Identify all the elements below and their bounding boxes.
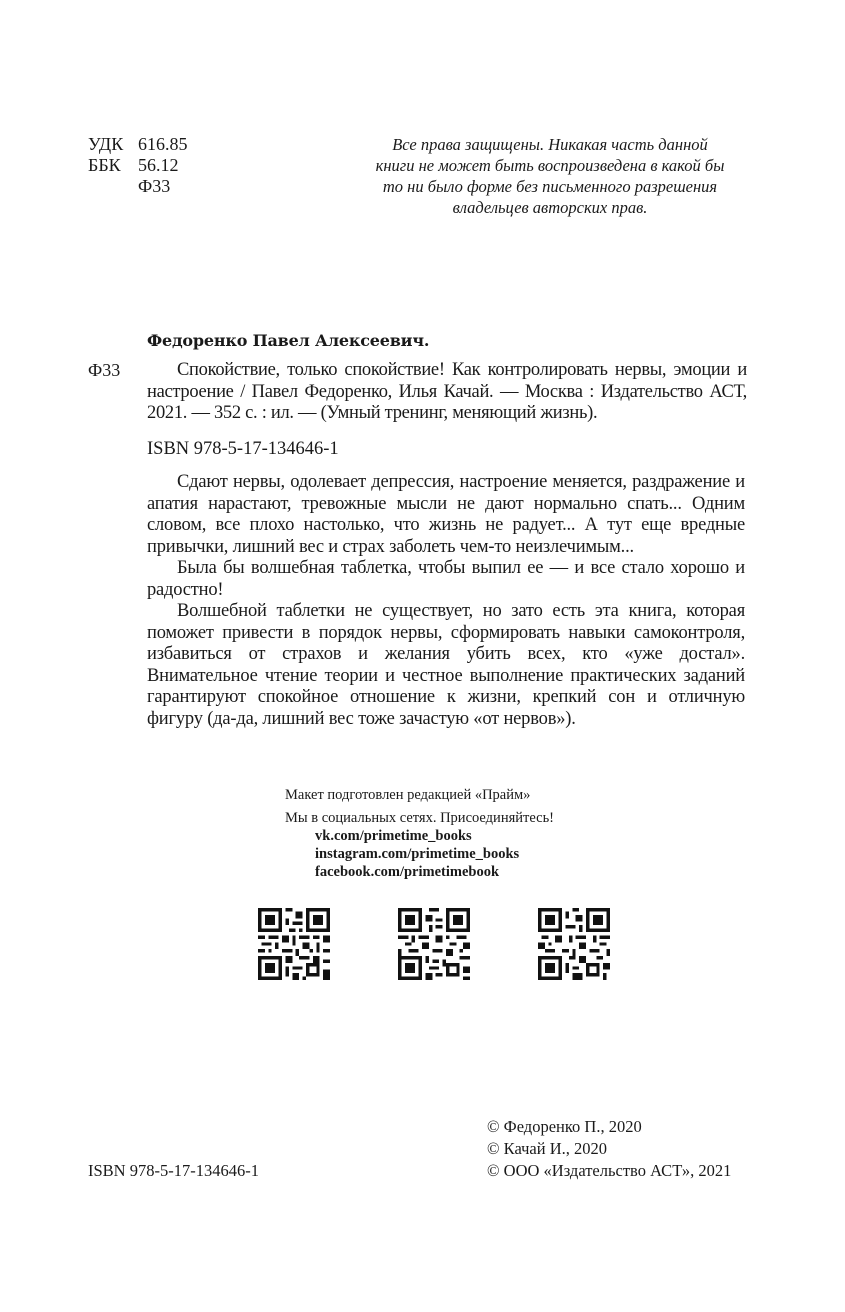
catalog-isbn: ISBN 978-5-17-134646-1 — [147, 439, 339, 459]
rights-notice — [350, 134, 750, 218]
bibliographic-description: Спокойствие, только спокойствие! Как контролировать нервы, эмоции и настроение / Павел Федоренко, Илья Качай. — Москва : Издательство АСТ, 2021. — 352 с. : ил. — (Умный тренинг, меняющий жизнь). — [147, 360, 747, 423]
udk-row — [88, 134, 188, 155]
qr-code-icon — [398, 908, 470, 980]
copyright-block — [487, 1116, 731, 1182]
annotation-paragraph: Была бы волшебная таблетка, чтобы выпил ее — и все стало хорошо и радостно! — [147, 558, 745, 600]
copyright-line: © Федоренко П., 2020 — [487, 1117, 642, 1136]
rights-line: Все права защищены. Никакая часть данной — [392, 135, 708, 154]
bbk-value: 56.12 — [138, 155, 179, 175]
udk-value: 616.85 — [138, 134, 188, 154]
annotation — [147, 472, 745, 730]
facebook-qr-code — [538, 908, 610, 980]
instagram-link[interactable]: instagram.com/primetime_books — [315, 846, 520, 862]
layout-note: Макет подготовлен редакцией «Прайм» — [285, 787, 531, 803]
social-intro: Мы в социальных сетях. Присоединяйтесь! — [285, 810, 555, 826]
copyright-line: © Качай И., 2020 — [487, 1139, 607, 1158]
rights-line: то ни было форме без письменного разрешения — [382, 177, 718, 196]
qr-code-icon — [258, 908, 330, 980]
instagram-qr-code — [398, 908, 470, 980]
footer-isbn: ISBN 978-5-17-134646-1 — [88, 1161, 259, 1180]
vk-qr-code — [258, 908, 330, 980]
annotation-paragraph: Волшебной таблетки не существует, но зато есть эта книга, которая поможет привести в порядок нервы, сформировать навыки самоконтроля, избавиться от страхов и желания убить всех, кто «уже достал». Внимательное чтение теории и честное выполнение практических заданий гарантируют спокойное отношение к жизни, крепкий сон и отличную фигуру (да-да, лишний вес тоже зачастую «от нервов»). — [147, 601, 745, 729]
author-mark-label — [88, 176, 138, 197]
copyright-line: © ООО «Издательство АСТ», 2021 — [487, 1161, 732, 1180]
rights-line: книги не может быть воспроизведена в какой бы — [375, 156, 725, 175]
publisher-block — [285, 786, 554, 881]
catalog-code: Ф33 — [88, 360, 121, 380]
udk-label: УДК — [88, 134, 124, 154]
classification-codes — [88, 134, 188, 197]
annotation-paragraph: Сдают нервы, одолевает депрессия, настроение меняется, раздражение и апатия нарастают, тревожные мысли не дают нормально спать... Одним словом, все плохо настолько, что жизнь не радует... А тут еще вредные привычки, лишний вес и страх заболеть чем-то неизлечимым... — [147, 472, 745, 557]
rights-line: владельцев авторских прав. — [452, 198, 648, 217]
bbk-label: ББК — [88, 155, 121, 175]
author-mark-value: Ф33 — [138, 176, 171, 196]
bbk-row — [88, 155, 188, 176]
facebook-link[interactable]: facebook.com/primetimebook — [315, 864, 500, 880]
author-heading: Федоренко Павел Алексеевич. — [147, 331, 430, 350]
author-mark-row — [88, 176, 188, 197]
qr-code-icon — [538, 908, 610, 980]
vk-link[interactable]: vk.com/primetime_books — [315, 828, 472, 844]
